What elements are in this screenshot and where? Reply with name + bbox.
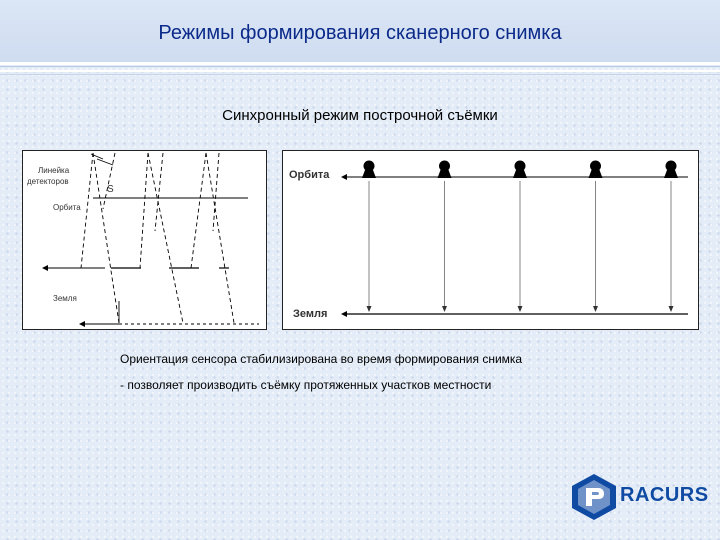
divider-line: [0, 66, 720, 67]
scan-geometry-diagram: [22, 150, 267, 330]
racurs-logo: [568, 470, 709, 522]
detector-label-1: Линейка: [38, 166, 70, 175]
right-earth-arrowhead: [341, 311, 347, 317]
satellite-icon: [439, 161, 450, 172]
slide-title: Режимы формирования сканерного снимка: [158, 22, 562, 44]
left-arrowhead-lower: [79, 321, 85, 327]
title-bar: [0, 0, 720, 62]
satellite-icon: [590, 161, 601, 172]
divider-line: [0, 62, 720, 65]
synchronous-mode-diagram: [282, 150, 699, 330]
satellite-icon: [515, 161, 526, 172]
slide-subtitle: Синхронный режим построчной съёмки: [222, 107, 498, 124]
projection-arrowhead: [367, 306, 372, 312]
scan-lines: [81, 153, 234, 323]
projection-arrowhead: [593, 306, 598, 312]
satellites: [362, 161, 678, 313]
divider-line: [0, 74, 720, 75]
projection-arrowhead: [518, 306, 523, 312]
projection-arrowhead: [669, 306, 674, 312]
racurs-logo-mark: [568, 470, 620, 522]
synchronous-mode-svg: [283, 151, 698, 329]
projection-arrowhead: [442, 306, 447, 312]
note-orientation: Ориентация сенсора стабилизирована во время формирования снимка: [120, 352, 523, 366]
left-arrowhead-upper: [42, 265, 48, 271]
satellite-icon: [364, 161, 375, 172]
satellite-icon: [666, 161, 677, 172]
divider-line: [0, 70, 720, 72]
left-orbit-label: Орбита: [53, 203, 81, 212]
right-orbit-label: Орбита: [289, 169, 330, 181]
right-earth-label: Земля: [293, 308, 328, 320]
note-long-areas: - позволяет производить съёмку протяженных участков местности: [120, 378, 492, 392]
left-earth-label: Земля: [53, 294, 77, 303]
logo-text: RACURS: [620, 484, 709, 506]
detector-tick: [97, 159, 113, 165]
s-label: S: [107, 184, 114, 195]
right-orbit-arrowhead: [341, 174, 347, 180]
scan-geometry-svg: [23, 151, 266, 329]
detector-label-2: детекторов: [27, 177, 69, 186]
